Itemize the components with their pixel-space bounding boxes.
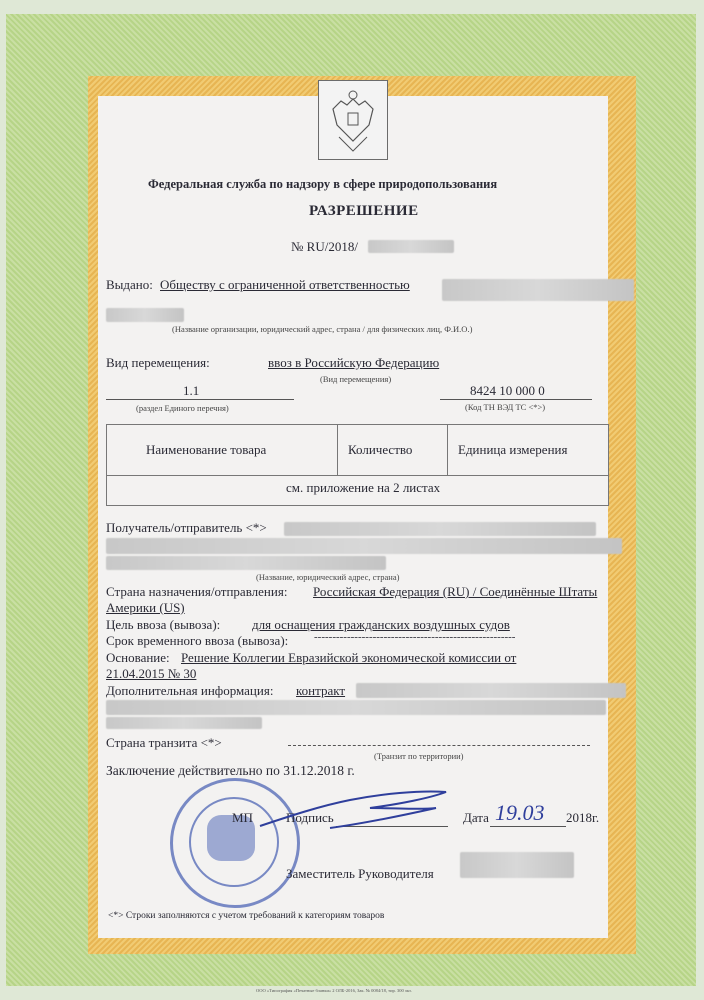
validity-statement: Заключение действительно по 31.12.2018 г. <box>106 763 355 778</box>
movement-value: ввоз в Российскую Федерацию <box>268 355 440 370</box>
section-value: 1.1 <box>183 383 200 398</box>
table-divider-1 <box>337 425 338 475</box>
redacted-organization <box>442 279 634 301</box>
redacted-signatory <box>460 852 574 878</box>
destination-value-1: Российская Федерация (RU) / Соединённые Штаты <box>313 584 598 599</box>
table-divider-2 <box>447 425 448 475</box>
basis-value-1: Решение Коллегии Евразийской экономической комиссии от <box>181 650 517 665</box>
coat-of-arms-emblem <box>318 80 388 160</box>
section-underline <box>106 399 294 400</box>
section-caption: (раздел Единого перечня) <box>136 403 229 413</box>
issued-caption: (Название организации, юридический адрес, страна / для физических лиц, Ф.И.О.) <box>172 324 473 334</box>
recipient-caption: (Название, юридический адрес, страна) <box>256 572 400 582</box>
document-title: РАЗРЕШЕНИЕ <box>309 203 419 219</box>
column-unit: Единица измерения <box>458 442 568 457</box>
transit-label: Страна транзита <*> <box>106 735 222 750</box>
movement-label: Вид перемещения: <box>106 355 210 370</box>
term-label: Срок временного ввоза (вывоза): <box>106 633 289 648</box>
column-goods-name: Наименование товара <box>146 442 267 457</box>
date-label: Дата <box>463 810 489 825</box>
purpose-label: Цель ввоза (вывоза): <box>106 617 221 632</box>
handwritten-signature-icon <box>250 786 470 836</box>
code-value: 8424 10 000 0 <box>470 383 545 398</box>
code-caption: (Код ТН ВЭД ТС <*>) <box>465 402 546 412</box>
recipient-label: Получатель/отправитель <*> <box>106 520 267 535</box>
purpose-value: для оснащения гражданских воздушных судов <box>252 617 510 632</box>
additional-value: контракт <box>296 683 346 698</box>
term-value: ------------------------------------------------------- <box>314 631 516 643</box>
redacted-recipient-1 <box>284 522 596 536</box>
agency-name: Федеральная служба по надзору в сфере природопользования <box>148 177 498 191</box>
transit-caption: (Транзит по территории) <box>374 751 464 761</box>
seal-place-label: МП <box>232 810 253 825</box>
basis-value-2: 21.04.2015 № 30 <box>106 666 197 681</box>
signatory-position: Заместитель Руководителя <box>286 866 434 881</box>
movement-caption: (Вид перемещения) <box>320 374 392 384</box>
double-headed-eagle-icon <box>319 81 387 159</box>
code-underline <box>440 399 592 400</box>
footnote: <*> Строки заполняются с учетом требований к категориям товаров <box>108 911 385 921</box>
date-line <box>490 826 566 827</box>
redacted-organization-2 <box>106 308 184 322</box>
additional-label: Дополнительная информация: <box>106 683 274 698</box>
date-value: 19.03 <box>495 800 545 825</box>
redacted-additional-3 <box>106 717 262 729</box>
basis-label: Основание: <box>106 650 170 665</box>
table-body-text: см. приложение на 2 листах <box>286 480 441 495</box>
redacted-number <box>368 240 454 253</box>
signature-label: Подпись <box>286 810 334 825</box>
destination-value-2: Америки (US) <box>106 600 185 615</box>
date-year: 2018г. <box>566 810 600 825</box>
redacted-additional-2 <box>106 700 606 715</box>
redacted-recipient-3 <box>106 556 386 570</box>
transit-line <box>288 745 590 746</box>
printer-note: ООО «Типография «Печатные бланки» 2 ОЛБ-2016, Зак. № 0084/18, тир. 300 экз. <box>256 988 412 993</box>
column-quantity: Количество <box>348 442 413 457</box>
redacted-recipient-2 <box>106 538 622 554</box>
destination-label: Страна назначения/отправления: <box>106 584 288 599</box>
permit-number: № RU/2018/ <box>291 239 358 254</box>
issued-value: Обществу с ограниченной ответственностью <box>160 277 410 292</box>
issued-label: Выдано: <box>106 277 153 292</box>
redacted-additional-1 <box>356 683 626 698</box>
